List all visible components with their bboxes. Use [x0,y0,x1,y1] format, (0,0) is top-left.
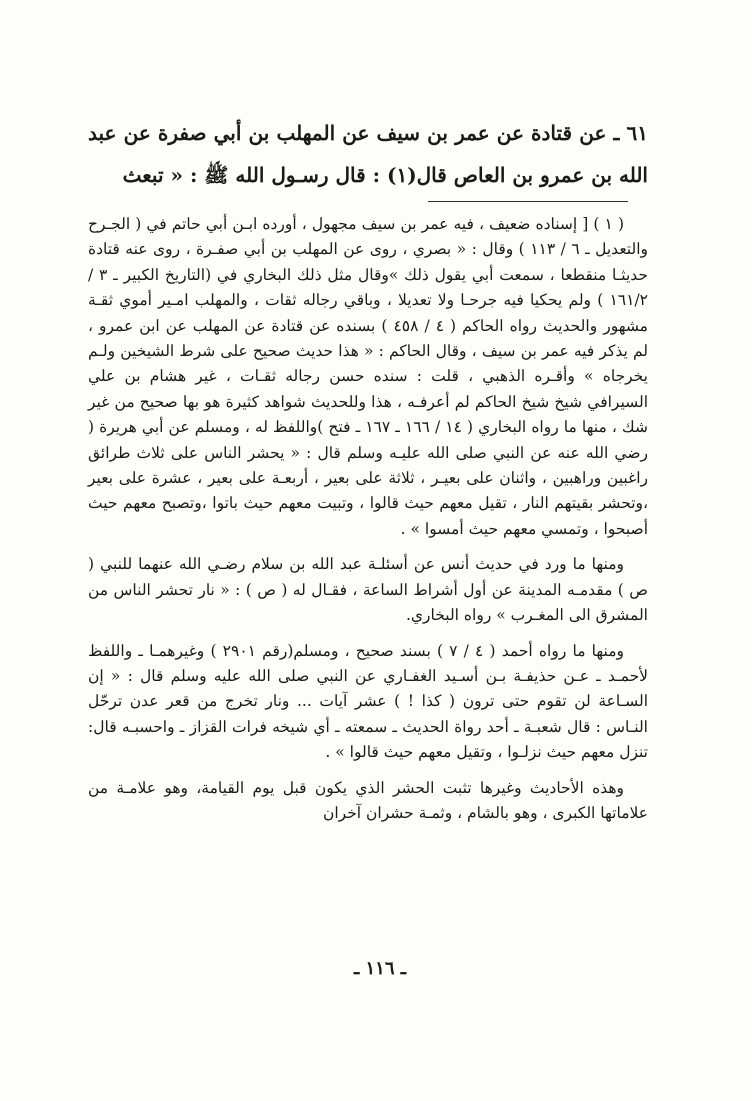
footnotes-section [88,212,648,836]
page-number: ـ ١١٦ ـ [353,958,407,979]
footnote-paragraph-2: ومنها ما ورد في حديث أنس عن أسئلـة عبد الله بن سلام رضـي الله عنهما للنبي ( ص ) مقدمـه المدينة عن أول أشراط الساعة ، فقـال له ( ص ) : « نار تحشر الناس من المشرق الى المغـرب » رواه البخاري. [88,555,648,625]
hadith-paragraph [88,112,648,196]
hadith-number: ٦١ [626,121,649,145]
footnote-paragraph-4: وهذه الأحاديث وغيرها تثبت الحشر الذي يكون قبل يوم القيامة، وهو علامـة من علاماتها الكبرى ، وهو بالشام ، وثمـة حشران آخران [88,778,648,822]
footnote-divider [428,201,628,202]
footnote-paragraph-3: ومنها ما رواه أحمد ( ٤ / ٧ ) بسند صحيح ، ومسلم(رقم ٢٩٠١ ) وغيرهمـا ـ واللفظ لأحمـد ـ عـن حذيفـة بـن أسـيد الغفـاري عن النبي صلى الله عليه وسلم قال : « إن السـاعة لن تقوم حتى ترون ( كذا ! ) عشر آيات ... ونار تخرج من قعر عدن ترحّل النـاس : قال شعبـة ـ أحد رواة الحديث ـ سمعته ـ أي شيخه فرات القزاز ـ واحسبـه قال: تنزل معهم حيث نزلـوا ، وتقيل معهم حيث قالوا » . [88,641,648,762]
hadith-main-text [88,112,648,196]
hadith-text: ـ عن قتادة عن عمر بن سيف عن المهلب بن أبي صفرة عن عبد الله بن عمرو بن العاص قال(١) : قال رسـول الله ﷺ : « تبعث [88,121,648,187]
footnote-1: ( ١ ) [ إسناده ضعيف ، فيه عمر بن سيف مجهول ، أورده ابـن أبي حاتم في ( الجـرح والتعديل ـ ٦ / ١١٣ ) وقال : « بصري ، روى عن المهلب بن أبي صفـرة ، روى عنه قتادة حديثـا منقطعا ، سمعت أبي يقول ذلك »وقال مثل ذلك البخاري في (التاريخ الكبير ـ ٣ /١٦١/٢ ) ولم يحكيا فيه جرحـا ولا تعديلا ، وباقي رجاله ثقات ، والمهلب امـير أموي ثقـة مشهور والحديث رواه الحاكم ( ٤ / ٤٥٨ ) بسنده عن قتادة عن المهلب عن ابن عمرو ، لم يذكر فيه عمر بن سيف ، وقال الحاكم : « هذا حديث صحيح على شرط الشيخين ولـم يخرجاه » وأقـره الذهبي ، قلت : سنده حسن رجاله ثقـات ، غير هشام بن علي السيرافي شيخ شيخ الحاكم لم أعرفـه ، هذا وللحديث شواهد كثيرة هو بها صحيح من غير شك ، منها ما رواه البخاري ( ١٤ / ١٦٦ ـ ١٦٧ ـ فتح )واللفظ له ، ومسلم عن أبي هريرة ( رضي الله عنه عن النبي صلى الله عليـه وسلم قال : « يحشر الناس على ثلاث طرائق راغبين وراهبين ، واثنان على بعيـر ، ثلاثة على بعير ، أربعـة على بعير ، عشرة على بعير ،وتحشر بقيتهم النار ، تقيل معهم حيث قالوا ، وتبيت معهم حيث باتوا ،وتصبح معهم حيث أصبحوا ، وتمسي معهم حيث أمسوا » . [88,215,648,538]
